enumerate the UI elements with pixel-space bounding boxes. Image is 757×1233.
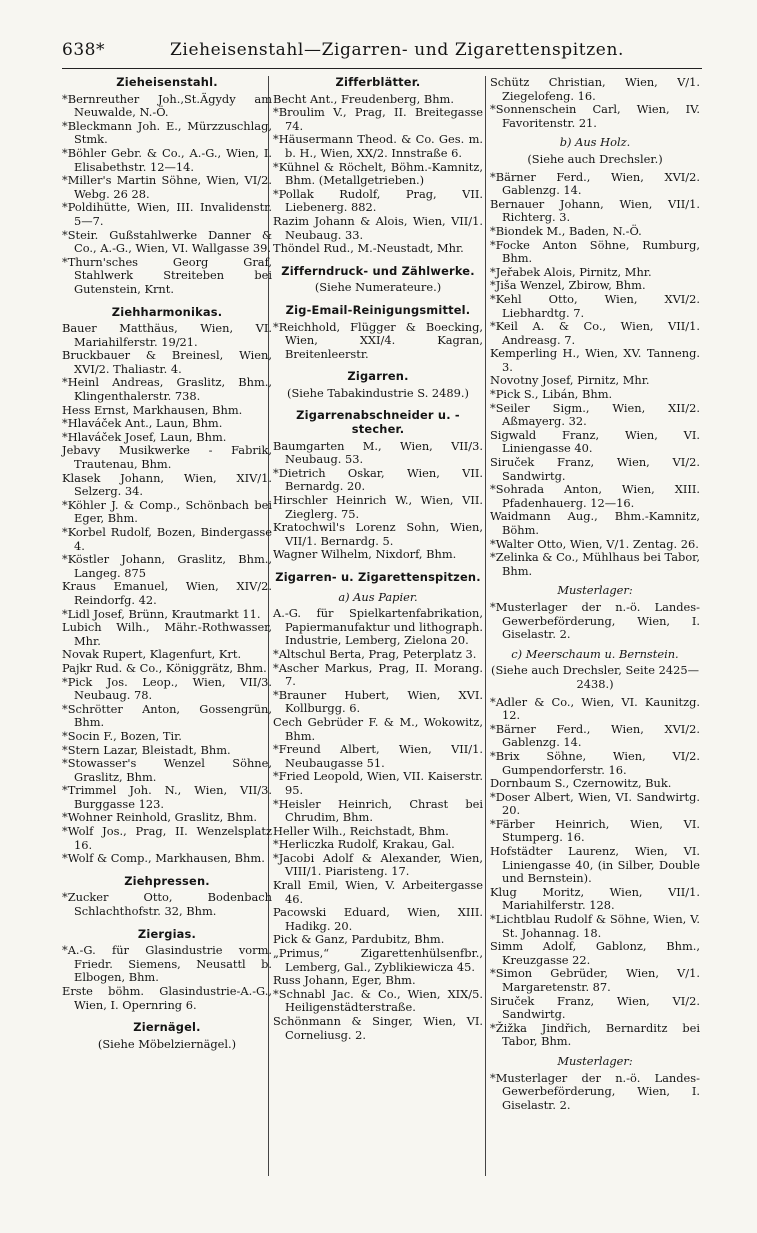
column-2 [273, 76, 483, 1042]
section-heading: Ziehpressen. [124, 873, 210, 888]
directory-entry: *Kühnel & Röchelt, Böhm.-Kamnitz, Bhm. (Metallgetrieben.) [273, 159, 483, 188]
directory-entry: Pick & Ganz, Pardubitz, Bhm. [273, 932, 445, 947]
subsection-heading: b) Aus Holz. [559, 135, 631, 150]
directory-entry: Bruckbauer & Breinesl, Wien, XVI/2. Thaliastr. 4. [62, 348, 272, 376]
directory-entry: *Hlaváček Josef, Laun, Bhm. [62, 429, 227, 444]
directory-entry: *Reichhold, Flügger & Boecking, Wien, XXI/4. Kagran, Breitenleerstr. [273, 319, 483, 361]
cross-reference-note: (Siehe auch Drechsler.) [527, 151, 663, 166]
directory-entry: *Häusermann Theod. & Co. Ges. m. b. H., Wien, XX/2. Innstraße 6. [273, 132, 483, 160]
column-3 [490, 76, 700, 1112]
directory-entry: *Heisler Heinrich, Chrast bei Chrudim, Bhm. [273, 796, 483, 825]
directory-entry: *Korbel Rudolf, Bozen, Bindergasse 4. [62, 525, 272, 553]
directory-entry: *Jiša Wenzel, Zbirow, Bhm. [490, 278, 646, 293]
directory-entry: Bauer Matthäus, Wien, VI. Mariahilferstr. 19/21. [62, 321, 272, 349]
directory-entry: *A.-G. für Glasindustrie vorm. Friedr. Siemens, Neusattl b. Elbogen, Bhm. [62, 943, 272, 985]
directory-entry: Novak Rupert, Klagenfurt, Krt. [62, 647, 242, 662]
directory-entry: *Žižka Jindřich, Bernarditz bei Tabor, Bhm. [490, 1020, 700, 1049]
directory-entry: *Focke Anton Söhne, Rumburg, Bhm. [490, 237, 700, 266]
directory-entry: Klasek Johann, Wien, XIV/1. Selzerg. 34. [62, 470, 272, 499]
directory-entry: *Kehl Otto, Wien, XVI/2. Liebhardtg. 7. [490, 291, 700, 320]
directory-entry: *Musterlager der n.-ö. Landes-Gewerbeförderung, Wien, I. Giselastr. 2. [490, 599, 700, 642]
directory-entry: Waidmann Aug., Bhm.-Kamnitz, Böhm. [490, 509, 700, 537]
page-header [62, 40, 702, 64]
directory-entry: *Keil A. & Co., Wien, VII/1. Andreasg. 7. [490, 319, 700, 347]
section-heading: Zieheisenstahl. [116, 75, 218, 89]
directory-entry: Krall Emil, Wien, V. Arbeitergasse 46. [273, 878, 483, 906]
section-heading: Zigarren- u. Zigarettenspitzen. [275, 570, 481, 584]
directory-entry: *Böhler Gebr. & Co., A.-G., Wien, I. Elisabethstr. 12—14. [62, 145, 272, 174]
directory-entry: Russ Johann, Eger, Bhm. [273, 973, 416, 988]
subsection-heading: Musterlager: [557, 583, 633, 598]
directory-entry: Schütz Christian, Wien, V/1. Ziegelofeng. 16. [490, 75, 700, 103]
directory-entry: Becht Ant., Freudenberg, Bhm. [273, 91, 454, 106]
directory-entry: *Steir. Gußstahlwerke Danner & Co., A.-G., Wien, VI. Wallgasse 39. [62, 227, 272, 256]
directory-entry: *Biondek M., Baden, N.-Ö. [490, 223, 642, 238]
subsection-heading: c) Meerschaum u. Bernstein. [511, 646, 679, 661]
directory-entry: *Walter Otto, Wien, V/1. Zentag. 26. [490, 536, 699, 551]
column-1 [62, 76, 272, 1055]
directory-entry: *Färber Heinrich, Wien, VI. Stumperg. 16. [490, 816, 700, 845]
cross-reference-note: (Siehe Tabakindustrie S. 2489.) [287, 385, 469, 400]
directory-entry: *Schnabl Jac. & Co., Wien, XIX/5. Heiligenstädterstraße. [273, 986, 483, 1015]
directory-entry: Klug Moritz, Wien, VII/1. Mariahilferstr. 128. [490, 884, 700, 913]
directory-entry: *Stern Lazar, Bleistadt, Bhm. [62, 742, 231, 757]
directory-entry: *Wolf Jos., Prag, II. Wenzelsplatz 16. [62, 824, 272, 852]
section-heading: Zigarrenabschneider u. -stecher. [296, 408, 460, 437]
directory-entry: Schönmann & Singer, Wien, VI. Corneliusg. 2. [273, 1014, 483, 1042]
header-rule [62, 68, 702, 69]
directory-entry: *Miller's Martin Söhne, Wien, VI/2. Webg. 26 28. [62, 173, 272, 201]
directory-entry: *Bleckmann Joh. E., Mürzzuschlag, Stmk. [62, 118, 272, 147]
directory-entry: Lubich Wilh., Mähr.-Rothwasser, Mhr. [62, 620, 272, 648]
directory-entry: Thöndel Rud., M.-Neustadt, Mhr. [273, 241, 464, 256]
directory-entry: *Broulim V., Prag, II. Breitegasse 74. [273, 105, 483, 133]
section-heading: Zifferblätter. [335, 75, 421, 89]
directory-entry: *Ascher Markus, Prag, II. Morang. 7. [273, 660, 483, 689]
directory-entry: Kraus Emanuel, Wien, XIV/2. Reindorfg. 42. [62, 579, 272, 607]
directory-entry: *Freund Albert, Wien, VII/1. Neubaugasse 51. [273, 742, 483, 770]
directory-entry: *Jacobi Adolf & Alexander, Wien, VIII/1. Piaristeng. 17. [273, 850, 483, 879]
directory-entry: *Fried Leopold, Wien, VII. Kaiserstr. 95. [273, 769, 483, 797]
directory-entry: *Bärner Ferd., Wien, XVI/2. Gablenzg. 14. [490, 169, 700, 198]
directory-entry: *Sohrada Anton, Wien, XIII. Pfadenhauerg. 12—16. [490, 482, 700, 510]
directory-entry: *Köstler Johann, Graslitz, Bhm., Langeg. 875 [62, 552, 272, 580]
directory-entry: *Lidl Josef, Brünn, Krautmarkt 11. [62, 606, 261, 621]
running-title: Zieheisenstahl—Zigarren- und Zigarettenspitzen. [170, 40, 624, 60]
directory-entry: *Dietrich Oskar, Wien, VII. Bernardg. 20. [273, 465, 483, 494]
directory-entry: *Pick Jos. Leop., Wien, VII/3. Neubaug. 78. [62, 674, 272, 703]
directory-entry: *Doser Albert, Wien, VI. Sandwirtg. 20. [490, 789, 700, 818]
section-heading: Zifferndruck- und Zählwerke. [281, 263, 475, 278]
directory-entry: *Zelinka & Co., Mühlhaus bei Tabor, Bhm. [490, 550, 700, 578]
directory-entry: Hofstädter Laurenz, Wien, VI. Liniengasse 40, (in Silber, Double und Bernstein). [490, 844, 700, 886]
cross-reference-note: (Siehe Numerateure.) [314, 280, 442, 295]
directory-entry: Kemperling H., Wien, XV. Tanneng. 3. [490, 346, 700, 374]
subsection-heading: a) Aus Papier. [338, 589, 418, 604]
directory-entry: *Trimmel Joh. N., Wien, VII/3. Burggasse 123. [62, 783, 272, 811]
directory-entry: *Simon Gebrüder, Wien, V/1. Margaretenstr. 87. [490, 966, 700, 994]
section-heading: Zigarren. [347, 369, 409, 384]
directory-entry: Pacowski Eduard, Wien, XIII. Hadikg. 20. [273, 905, 483, 933]
directory-entry: *Sonnenschein Carl, Wien, IV. Favoritenstr. 21. [490, 102, 700, 130]
directory-entry: Baumgarten M., Wien, VII/3. Neubaug. 53. [273, 438, 483, 467]
directory-entry: *Brix Söhne, Wien, VI/2. Gumpendorferstr. 16. [490, 748, 700, 777]
directory-entry: *Pick S., Libán, Bhm. [490, 387, 613, 402]
section-heading: Ziergias. [137, 926, 197, 941]
directory-entry: Novotny Josef, Pirnitz, Mhr. [490, 373, 650, 388]
directory-entry: *Jeřabek Alois, Pirnitz, Mhr. [490, 264, 652, 279]
directory-entry: *Pollak Rudolf, Prag, VII. Liebenerg. 882. [273, 186, 483, 215]
directory-entry: *Adler & Co., Wien, VI. Kaunitzg. 12. [490, 694, 700, 723]
directory-entry: Dornbaum S., Czernowitz, Buk. [490, 776, 672, 791]
cross-reference-note: (Siehe auch Drechsler, Seite 2425—2438.) [491, 663, 699, 691]
directory-entry: A.-G. für Spielkartenfabrikation, Papiermanufaktur und lithograph. Industrie, Lemberg, Zielona 20. [273, 606, 483, 648]
directory-entry: *Bernreuther Joh.,St.Ägydy am Neuwalde, N.-Ö. [62, 91, 272, 120]
directory-entry: *Schrötter Anton, Gossengrün, Bhm. [62, 701, 272, 730]
page-number: 638* [62, 40, 105, 60]
directory-entry: *Musterlager der n.-ö. Landes-Gewerbeförderung, Wien, I. Giselastr. 2. [490, 1070, 700, 1112]
section-heading: Ziehharmonikas. [111, 304, 223, 319]
directory-entry: *Thurn'sches Georg Graf, Stahlwerk Streiteben bei Gutenstein, Krnt. [62, 254, 272, 296]
directory-entry: *Poldihütte, Wien, III. Invalidenstr. 5—7. [62, 200, 272, 228]
directory-entry: Siruček Franz, Wien, VI/2. Sandwirtg. [490, 455, 700, 483]
directory-entry: *Socin F., Bozen, Tir. [62, 728, 182, 743]
column-divider [485, 76, 486, 1176]
directory-entry: *Brauner Hubert, Wien, XVI. Kollburgg. 6. [273, 687, 483, 716]
directory-entry: Hess Ernst, Markhausen, Bhm. [62, 402, 243, 417]
directory-entry: *Herliczka Rudolf, Krakau, Gal. [273, 837, 455, 852]
directory-entry: Heller Wilh., Reichstadt, Bhm. [273, 823, 449, 838]
subsection-heading: Musterlager: [557, 1053, 633, 1068]
cross-reference-note: (Siehe Möbelziernägel.) [97, 1036, 237, 1051]
directory-entry: Cech Gebrüder F. & M., Wokowitz, Bhm. [273, 714, 483, 743]
directory-entry: Jebavy Musikwerke - Fabrik, Trautenau, Bhm. [62, 443, 272, 472]
directory-entry: Siruček Franz, Wien, VI/2. Sandwirtg. [490, 993, 700, 1022]
directory-entry: *Seiler Sigm., Wien, XII/2. Aßmayerg. 32. [490, 400, 700, 429]
directory-entry: *Heinl Andreas, Graslitz, Bhm., Klingenthalerstr. 738. [62, 375, 272, 404]
directory-entry: Simm Adolf, Gablonz, Bhm., Kreuzgasse 22. [490, 939, 700, 967]
directory-entry: Wagner Wilhelm, Nixdorf, Bhm. [273, 547, 457, 562]
directory-entry: *Altschul Berta, Prag, Peterplatz 3. [273, 646, 477, 661]
directory-entry: *Wohner Reinhold, Graslitz, Bhm. [62, 810, 258, 825]
section-heading: Ziernägel. [133, 1020, 201, 1035]
directory-entry: *Stowasser's Wenzel Söhne, Graslitz, Bhm. [62, 756, 272, 784]
directory-entry: „Primus,“ Zigarettenhülsenfbr., Lemberg, Gal., Zyblikiewicza 45. [273, 946, 483, 974]
directory-entry: *Lichtblau Rudolf & Söhne, Wien, V. St. Johannag. 18. [490, 912, 700, 940]
directory-entry: Kratochwil's Lorenz Sohn, Wien, VII/1. Bernardg. 5. [273, 520, 483, 548]
directory-entry: *Köhler J. & Comp., Schönbach bei Eger, Bhm. [62, 497, 272, 526]
directory-entry: *Zucker Otto, Bodenbach Schlachthofstr. 32, Bhm. [62, 890, 272, 919]
directory-entry: Pajkr Rud. & Co., Königgrätz, Bhm. [62, 660, 267, 675]
directory-entry: Hirschler Heinrich W., Wien, VII. Zieglerg. 75. [273, 493, 483, 521]
directory-entry: Razim Johann & Alois, Wien, VII/1. Neubaug. 33. [273, 213, 483, 242]
directory-entry: Erste böhm. Glasindustrie-A.-G., Wien, I. Opernring 6. [62, 984, 272, 1012]
directory-entry: *Hlaváček Ant., Laun, Bhm. [62, 416, 223, 431]
directory-entry: *Bärner Ferd., Wien, XVI/2. Gablenzg. 14. [490, 721, 700, 750]
directory-entry: Sigwald Franz, Wien, VI. Liniengasse 40. [490, 427, 700, 456]
section-heading: Zig-Email-Reinigungsmittel. [285, 302, 471, 317]
directory-entry: Bernauer Johann, Wien, VII/1. Richterg. 3. [490, 196, 700, 225]
directory-entry: *Wolf & Comp., Markhausen, Bhm. [62, 851, 265, 866]
